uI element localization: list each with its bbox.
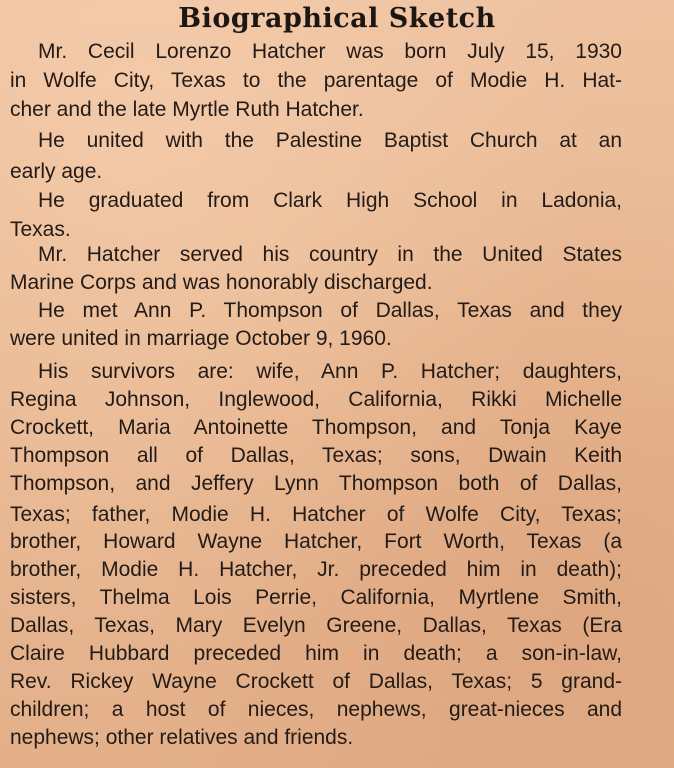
text-line: in Wolfe City, Texas to the parentage of Modie H. Hat- <box>10 69 622 92</box>
text-line: Texas. <box>10 218 71 241</box>
text-line: Crockett, Maria Antoinette Thompson, and Tonja Kaye <box>10 416 622 439</box>
document-title: Biographical Sketch <box>178 3 496 34</box>
text-line: Rev. Rickey Wayne Crockett of Dallas, Texas; 5 grand- <box>10 670 622 693</box>
text-line: Thompson, and Jeffery Lynn Thompson both of Dallas, <box>10 472 622 495</box>
text-line: cher and the late Myrtle Ruth Hatcher. <box>10 98 364 121</box>
text-line: Claire Hubbard preceded him in death; a son-in-law, <box>10 642 622 665</box>
text-line: nephews; other relatives and friends. <box>10 726 354 749</box>
text-line: Thompson all of Dallas, Texas; sons, Dwain Keith <box>10 444 622 467</box>
text-line: children; a host of nieces, nephews, great-nieces and <box>10 698 622 721</box>
text-line: He met Ann P. Thompson of Dallas, Texas and they <box>38 299 622 322</box>
text-line: He united with the Palestine Baptist Church at an <box>38 129 622 152</box>
text-line: Regina Johnson, Inglewood, California, Rikki Michelle <box>10 388 622 411</box>
text-line: Mr. Cecil Lorenzo Hatcher was born July 15, 1930 <box>38 40 622 63</box>
text-line: Dallas, Texas, Mary Evelyn Greene, Dallas, Texas (Era <box>10 614 622 637</box>
text-line: brother, Howard Wayne Hatcher, Fort Worth, Texas (a <box>10 530 622 553</box>
text-line: Marine Corps and was honorably discharged. <box>10 271 433 294</box>
text-line: His survivors are: wife, Ann P. Hatcher; daughters, <box>38 360 622 383</box>
text-line: sisters, Thelma Lois Perrie, California, Myrtlene Smith, <box>10 586 622 609</box>
text-line: Mr. Hatcher served his country in the United States <box>38 243 622 266</box>
text-line: early age. <box>10 160 103 183</box>
text-line: Texas; father, Modie H. Hatcher of Wolfe City, Texas; <box>10 503 622 526</box>
text-line: brother, Modie H. Hatcher, Jr. preceded him in death); <box>10 558 622 581</box>
text-line: were united in marriage October 9, 1960. <box>10 327 392 350</box>
text-line: He graduated from Clark High School in Ladonia, <box>38 189 622 212</box>
